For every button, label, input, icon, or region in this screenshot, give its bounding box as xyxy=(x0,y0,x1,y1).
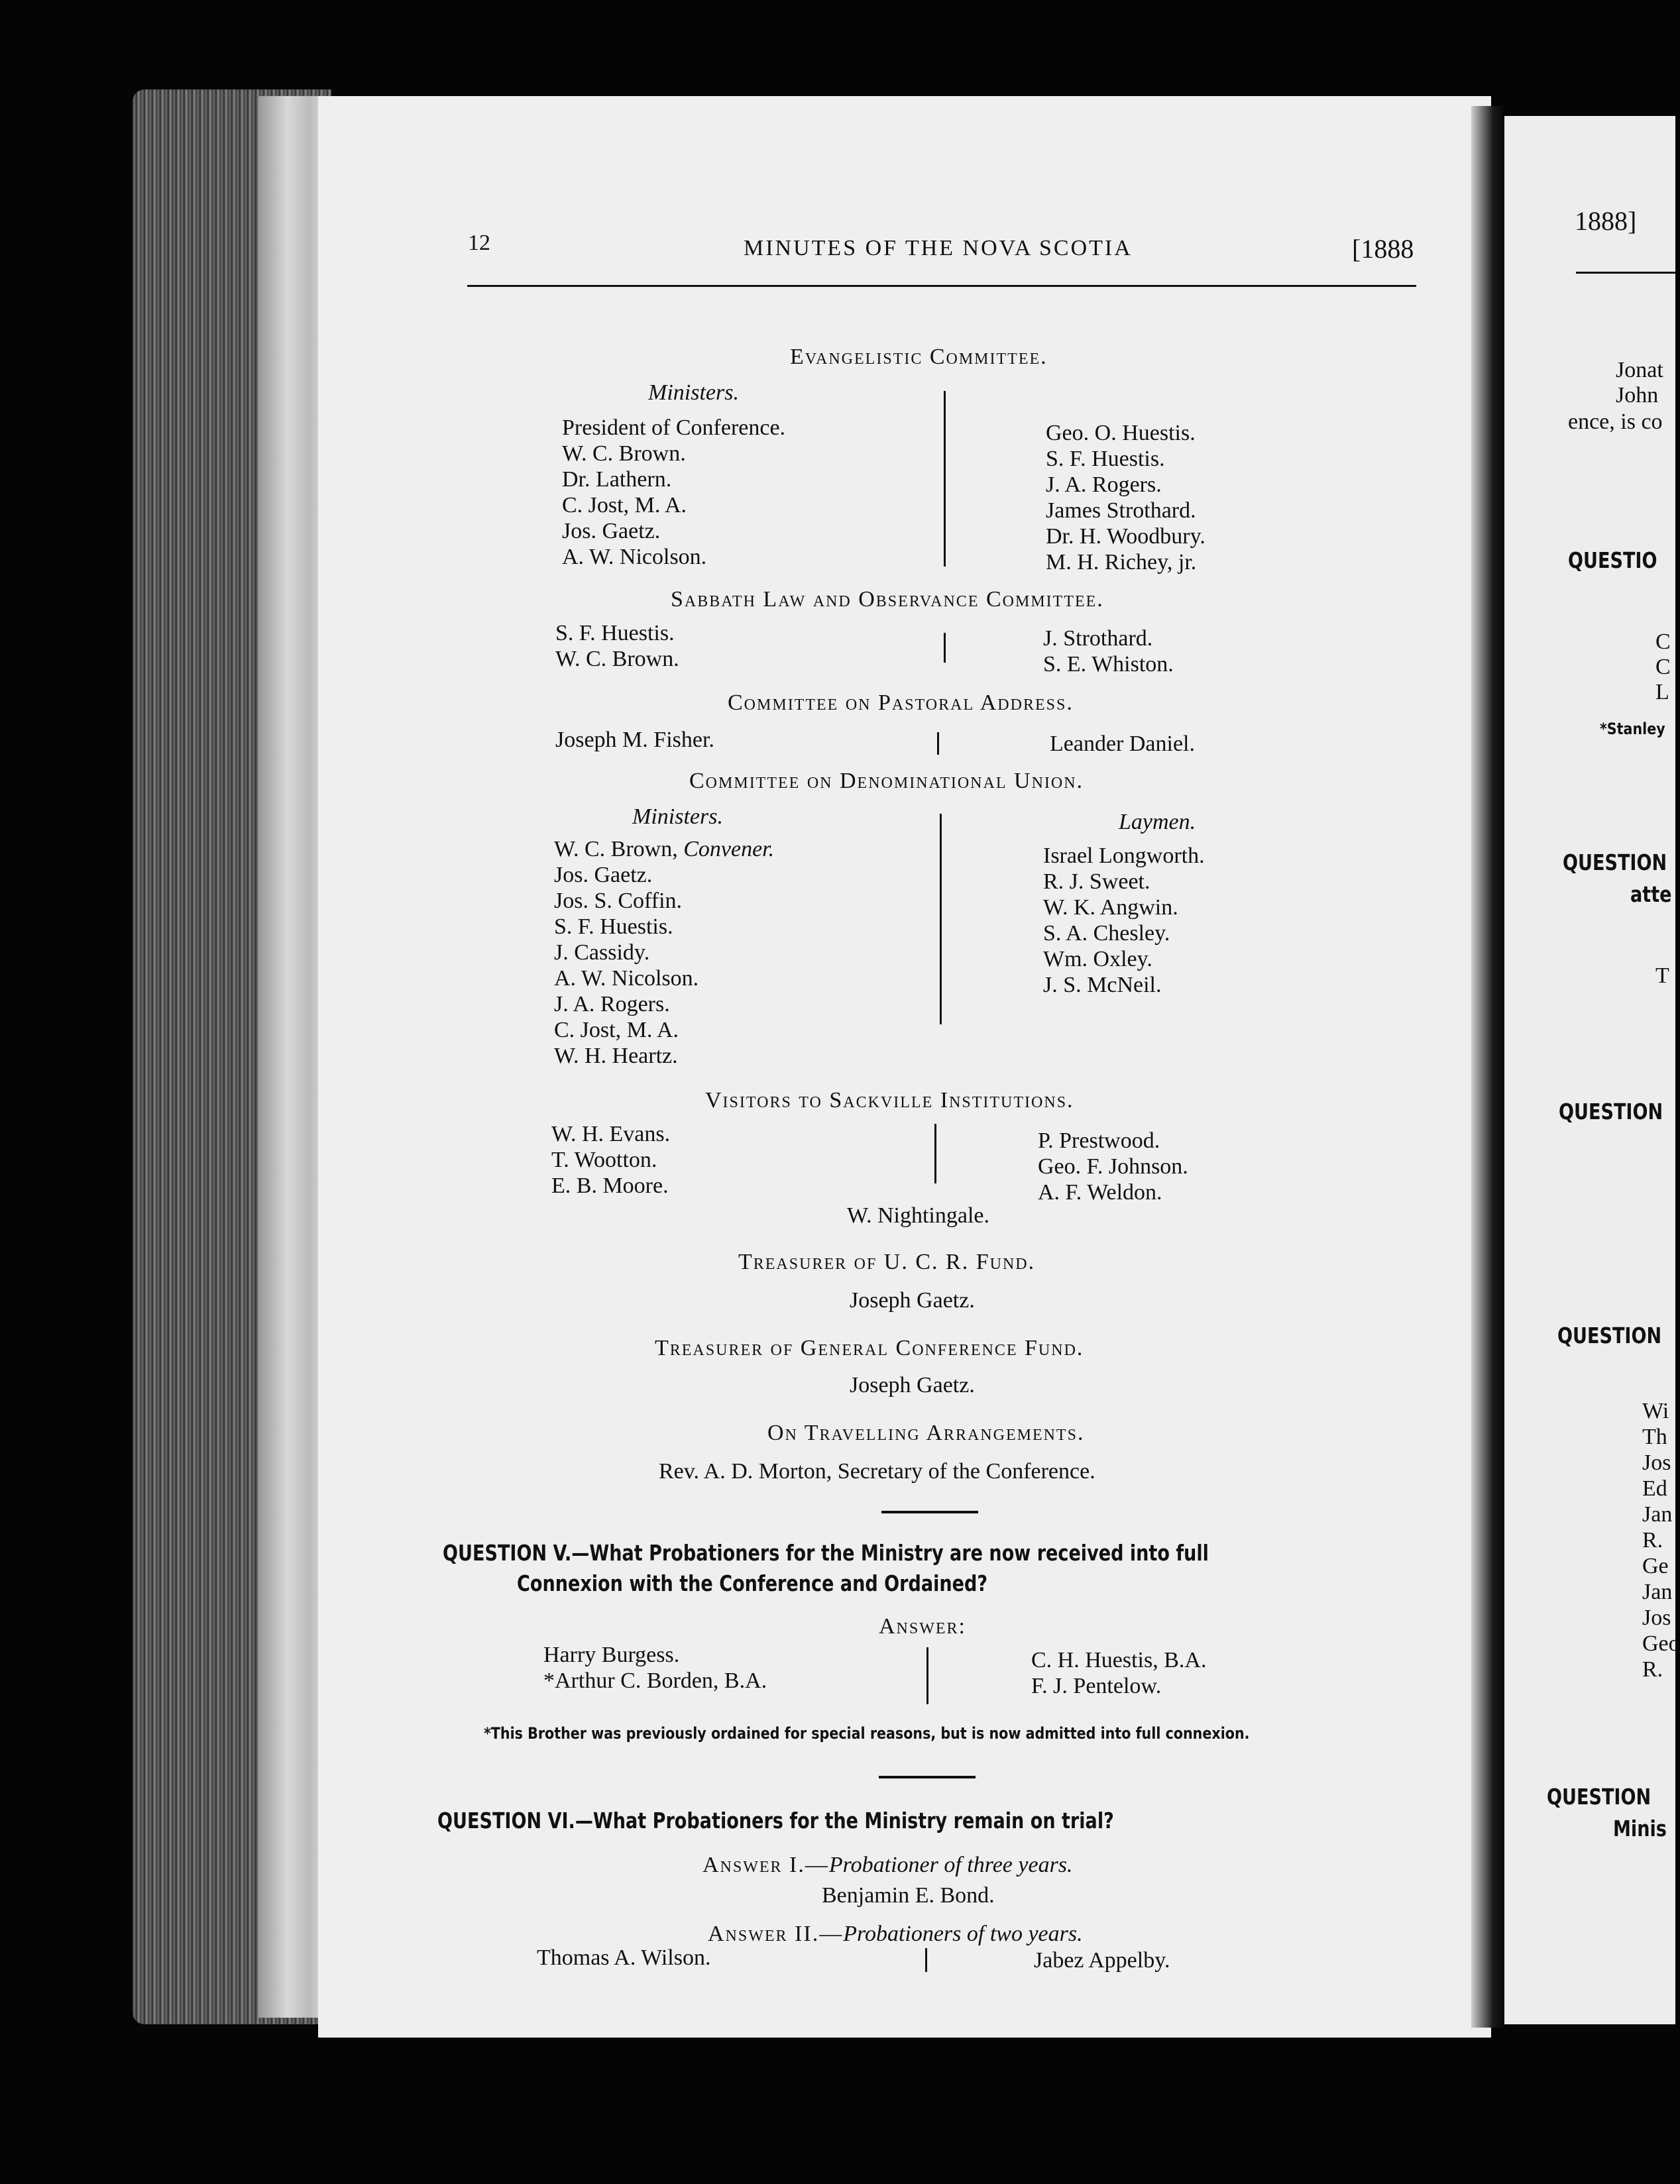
list-item: R. xyxy=(1642,1657,1663,1682)
section-rule xyxy=(881,1511,978,1513)
list-item: A. W. Nicolson. xyxy=(562,545,707,569)
list-item: J. Strothard. xyxy=(1043,626,1153,651)
list-item: E. B. Moore. xyxy=(551,1174,669,1198)
list-item: Geo xyxy=(1642,1631,1680,1656)
right-question-stub: QUESTION xyxy=(1557,1323,1662,1348)
list-item: J. A. Rogers. xyxy=(554,992,670,1016)
list-item: James Strothard. xyxy=(1046,498,1196,523)
list-item: J. S. McNeil. xyxy=(1043,973,1162,997)
union-left-list xyxy=(554,836,774,1069)
header-year: [1888 xyxy=(1352,234,1414,264)
list-item: Jos. Gaetz. xyxy=(554,863,653,887)
right-footnote: *Stanley xyxy=(1600,720,1665,738)
list-item: R. xyxy=(1642,1528,1663,1553)
answer2-label: Answer II.— xyxy=(708,1922,844,1946)
running-title: MINUTES OF THE NOVA SCOTIA xyxy=(744,236,1133,260)
list-item: W. H. Evans. xyxy=(551,1122,671,1146)
answer2-desc: Probationers of two years. xyxy=(843,1922,1083,1946)
list-item: Ge xyxy=(1642,1554,1669,1578)
sackville-left-list xyxy=(551,1121,670,1199)
evangelistic-title: Evangelistic Committee. xyxy=(790,345,1048,369)
column-divider xyxy=(940,814,942,1024)
list-item: S. E. Whiston. xyxy=(1043,652,1174,677)
question5-footnote: *This Brother was previously ordained for special reasons, but is now admitted into full connexion. xyxy=(484,1724,1250,1743)
union-title: Committee on Denominational Union. xyxy=(689,769,1084,793)
list-item: Jan xyxy=(1642,1580,1673,1604)
pastoral-left: Joseph M. Fisher. xyxy=(555,728,714,752)
list-item: Harry Burgess. xyxy=(543,1643,680,1667)
answer1 xyxy=(702,1853,1073,1878)
list-item: *Arthur C. Borden, B.A. xyxy=(543,1668,767,1693)
sackville-title: Visitors to Sackville Institutions. xyxy=(705,1088,1074,1113)
list-item: President of Conference. xyxy=(562,415,786,440)
list-item: R. J. Sweet. xyxy=(1043,869,1150,894)
travelling-text: Rev. A. D. Morton, Secretary of the Conference. xyxy=(659,1459,1095,1484)
list-item: W. H. Heartz. xyxy=(554,1044,678,1068)
right-question-stub: QUESTIO xyxy=(1568,547,1657,573)
column-divider xyxy=(925,1948,927,1972)
page-number: 12 xyxy=(468,231,490,255)
right-text-line: Jonat xyxy=(1616,358,1663,382)
right-names-list xyxy=(1642,1398,1680,1682)
column-divider xyxy=(934,1124,936,1183)
list-item: S. A. Chesley. xyxy=(1043,921,1170,946)
right-question-stub: QUESTION xyxy=(1559,1099,1663,1124)
column-divider xyxy=(944,391,946,567)
answer2 xyxy=(708,1922,1083,1947)
ministers-label: Ministers. xyxy=(648,380,739,405)
list-item: S. F. Huestis. xyxy=(555,621,675,645)
general-fund-title: Treasurer of General Conference Fund. xyxy=(655,1336,1084,1360)
list-item: Geo. F. Johnson. xyxy=(1038,1154,1188,1179)
sackville-right-list xyxy=(1038,1128,1188,1205)
travelling-title: On Travelling Arrangements. xyxy=(767,1421,1085,1445)
list-item: M. H. Richey, jr. xyxy=(1046,550,1197,574)
answer1-label: Answer I.— xyxy=(702,1853,829,1877)
list-item: A. F. Weldon. xyxy=(1038,1180,1162,1205)
list-item: W. C. Brown. xyxy=(555,647,679,671)
list-item: Dr. Lathern. xyxy=(562,467,672,492)
right-question-stub: Minis xyxy=(1613,1816,1667,1841)
column-divider xyxy=(926,1647,928,1704)
list-item: J. Cassidy. xyxy=(554,940,650,965)
right-text-line: T xyxy=(1655,963,1669,988)
answer2-right: Jabez Appelby. xyxy=(1034,1948,1170,1973)
union-laymen-label: Laymen. xyxy=(1119,810,1196,834)
list-item: S. F. Huestis. xyxy=(554,914,673,939)
question5-answer-label: Answer: xyxy=(879,1614,966,1639)
right-header-rule xyxy=(1576,272,1675,274)
list-item: Israel Longworth. xyxy=(1043,844,1205,868)
list-item: Wm. Oxley. xyxy=(1043,947,1152,971)
list-item: Jos. Gaetz. xyxy=(562,519,661,543)
answer1-desc: Probationer of three years. xyxy=(828,1853,1073,1877)
column-divider xyxy=(937,732,939,755)
question5-left-list xyxy=(543,1642,767,1694)
sabbath-right-list xyxy=(1043,626,1174,677)
right-text-line: L xyxy=(1655,680,1669,704)
convener-label: Convener. xyxy=(683,837,775,861)
right-text-line: C xyxy=(1655,655,1671,679)
right-question-stub: QUESTION xyxy=(1547,1784,1652,1810)
list-item: T. Wootton. xyxy=(551,1148,657,1172)
question5-line1: QUESTION V.—What Probationers for the Ministry are now received into full xyxy=(443,1540,1209,1566)
list-item: C. Jost, M. A. xyxy=(562,493,687,518)
list-item: J. A. Rogers. xyxy=(1046,472,1162,497)
column-divider xyxy=(944,633,946,663)
pastoral-title: Committee on Pastoral Address. xyxy=(728,690,1074,715)
list-item: F. J. Pentelow. xyxy=(1031,1674,1162,1698)
list-item: W. K. Angwin. xyxy=(1043,895,1178,920)
right-page-year: 1888] xyxy=(1575,206,1637,236)
general-fund-name: Joseph Gaetz. xyxy=(850,1373,975,1397)
union-right-list xyxy=(1043,843,1205,998)
left-page xyxy=(318,96,1491,2038)
list-item: C. Jost, M. A. xyxy=(554,1018,679,1042)
list-item: Dr. H. Woodbury. xyxy=(1046,524,1205,549)
list-item: Th xyxy=(1642,1425,1667,1449)
convener-name: W. C. Brown, xyxy=(554,837,684,861)
question5-right-list xyxy=(1031,1647,1206,1699)
ucr-title: Treasurer of U. C. R. Fund. xyxy=(738,1250,1036,1274)
list-item: Jos. S. Coffin. xyxy=(554,889,683,913)
list-item: A. W. Nicolson. xyxy=(554,966,699,991)
question6-line: QUESTION VI.—What Probationers for the Ministry remain on trial? xyxy=(437,1808,1114,1833)
list-item: Geo. O. Huestis. xyxy=(1046,421,1196,445)
ucr-name: Joseph Gaetz. xyxy=(850,1288,975,1313)
evangelistic-left-list xyxy=(562,415,785,570)
book-gutter xyxy=(1471,106,1508,2028)
sabbath-left-list xyxy=(555,620,679,672)
right-text-line: ence, is co xyxy=(1568,410,1663,434)
list-item: W. C. Brown. xyxy=(562,441,686,466)
list-item: Wi xyxy=(1642,1399,1669,1423)
list-item: Jan xyxy=(1642,1502,1673,1527)
sackville-center-name: W. Nightingale. xyxy=(847,1203,989,1228)
right-text-line: John xyxy=(1616,383,1659,408)
right-question-stub: atte xyxy=(1630,881,1672,907)
evangelistic-right-list xyxy=(1046,420,1205,575)
list-item: Jos xyxy=(1642,1606,1671,1630)
section-rule xyxy=(879,1776,976,1778)
header-rule xyxy=(467,285,1416,287)
list-item: P. Prestwood. xyxy=(1038,1128,1160,1153)
union-ministers-label: Ministers. xyxy=(632,804,723,829)
list-item: Ed xyxy=(1642,1476,1667,1501)
question5-line2: Connexion with the Conference and Ordained? xyxy=(517,1570,988,1596)
right-question-stub: QUESTION xyxy=(1563,849,1667,875)
pastoral-right: Leander Daniel. xyxy=(1050,732,1195,756)
answer2-left: Thomas A. Wilson. xyxy=(537,1945,711,1970)
list-item: Jos xyxy=(1642,1450,1671,1475)
list-item xyxy=(554,836,774,862)
right-text-line: C xyxy=(1655,629,1671,654)
sabbath-title: Sabbath Law and Observance Committee. xyxy=(671,587,1104,612)
list-item: C. H. Huestis, B.A. xyxy=(1031,1648,1207,1672)
answer1-name: Benjamin E. Bond. xyxy=(822,1883,995,1908)
list-item: S. F. Huestis. xyxy=(1046,447,1165,471)
